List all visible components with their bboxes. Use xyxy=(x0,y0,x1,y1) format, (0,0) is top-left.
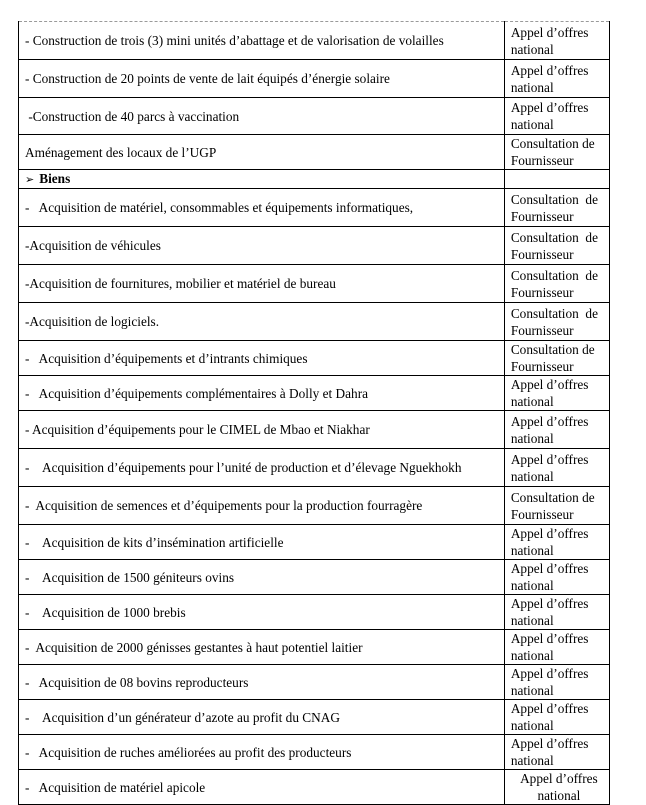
method-line-2: Fournisseur xyxy=(510,208,574,224)
method-line-1: Consultation de xyxy=(510,489,595,505)
method-line-2: Fournisseur xyxy=(510,506,574,522)
row-description-text: - Acquisition de kits d’insémination artificielle xyxy=(25,534,284,550)
row-description xyxy=(19,735,505,770)
method-line-1: Appel d’offres xyxy=(510,561,589,576)
procurement-table xyxy=(18,21,610,805)
row-description: -Acquisition de logiciels. xyxy=(19,303,505,341)
table-row xyxy=(19,665,610,700)
row-description: -Acquisition de fournitures, mobilier et matériel de bureau xyxy=(19,265,505,303)
row-description-text: - Acquisition de matériel apicole xyxy=(25,779,206,795)
method-line-1: Appel d’offres xyxy=(510,596,589,611)
table-row xyxy=(19,700,610,735)
table-row xyxy=(19,735,610,770)
row-description xyxy=(19,341,505,376)
table-row xyxy=(19,770,610,805)
row-method xyxy=(504,227,609,265)
table-row xyxy=(19,60,610,98)
row-description-text: - Acquisition de ruches améliorées au profit des producteurs xyxy=(25,744,352,760)
table-row xyxy=(19,595,610,630)
row-description-text: - Acquisition de matériel, consommables et équipements informatiques, xyxy=(25,200,414,215)
method-line-2: national xyxy=(510,117,554,132)
row-method xyxy=(504,770,609,805)
method-line-2: national xyxy=(510,394,554,409)
method-line-2: national xyxy=(510,613,554,628)
row-description-text: - Acquisition d’équipements pour l’unité de production et d’élevage Nguekhokh xyxy=(25,460,462,475)
row-description xyxy=(19,376,505,411)
method-line-1: Appel d’offres xyxy=(510,451,589,467)
table-row xyxy=(19,227,610,265)
section-row xyxy=(19,170,610,189)
table-row xyxy=(19,22,610,60)
table-row xyxy=(19,630,610,665)
method-line-2: Fournisseur xyxy=(510,359,574,374)
row-description-text: - Acquisition de 2000 génisses gestantes à haut potentiel laitier xyxy=(25,639,363,655)
row-description: - Construction de 20 points de vente de lait équipés d’énergie solaire xyxy=(19,60,505,98)
row-method xyxy=(504,189,609,227)
row-method xyxy=(504,735,609,770)
method-line-1: Appel d’offres xyxy=(510,377,589,392)
row-description-text: - Acquisition d’un générateur d’azote au profit du CNAG xyxy=(25,709,340,725)
table-row xyxy=(19,98,610,135)
method-line-2: national xyxy=(510,578,554,593)
table-row xyxy=(19,341,610,376)
method-line-1: Appel d’offres xyxy=(510,24,589,40)
row-method xyxy=(504,525,609,560)
method-line-1: Consultation de xyxy=(510,191,598,207)
method-line-2: national xyxy=(510,430,554,446)
method-line-2: national xyxy=(510,648,554,663)
table-row xyxy=(19,487,610,525)
table-row xyxy=(19,449,610,487)
method-line-2: national xyxy=(510,543,554,558)
row-method xyxy=(504,341,609,376)
row-method xyxy=(504,665,609,700)
method-line-2: national xyxy=(510,79,554,95)
row-description xyxy=(19,595,505,630)
method-line-2: national xyxy=(510,468,554,484)
row-description xyxy=(19,525,505,560)
method-line-2: national xyxy=(510,683,554,698)
method-line-2: national xyxy=(510,753,554,768)
row-description xyxy=(19,189,505,227)
method-line-2: Fournisseur xyxy=(510,153,574,168)
row-description-text: - Acquisition d’équipements et d’intrants chimiques xyxy=(25,350,308,366)
row-method xyxy=(504,60,609,98)
arrow-bullet-icon: ➢ xyxy=(25,173,35,186)
table-row xyxy=(19,560,610,595)
method-line-1: Appel d’offres xyxy=(510,631,589,646)
table-row xyxy=(19,135,610,170)
row-method-empty xyxy=(504,170,609,189)
row-description-text: - Acquisition de 1000 brebis xyxy=(25,604,186,620)
row-description xyxy=(19,560,505,595)
method-line-1: Appel d’offres xyxy=(510,100,589,115)
row-description-text: -Construction de 40 parcs à vaccination xyxy=(25,108,240,124)
row-description-text: - Acquisition d’équipements pour le CIMEL de Mbao et Niakhar xyxy=(25,422,370,437)
row-description: Aménagement des locaux de l’UGP xyxy=(19,135,505,170)
table-row xyxy=(19,303,610,341)
row-method xyxy=(504,449,609,487)
row-method xyxy=(504,595,609,630)
method-line-1: Appel d’offres xyxy=(520,771,598,786)
method-line-1: Consultation de xyxy=(510,305,598,321)
row-description-text: - Acquisition de semences et d’équipements pour la production fourragère xyxy=(25,498,423,513)
row-description xyxy=(19,630,505,665)
section-cell xyxy=(19,170,505,189)
method-line-2: Fournisseur xyxy=(510,322,574,338)
method-line-1: Appel d’offres xyxy=(510,666,589,681)
row-method xyxy=(504,265,609,303)
section-label: Biens xyxy=(39,171,71,186)
table-row xyxy=(19,265,610,303)
row-description-text: - Acquisition de 1500 géniteurs ovins xyxy=(25,569,235,585)
method-line-1: Consultation de xyxy=(510,136,595,151)
row-description xyxy=(19,98,505,135)
row-description xyxy=(19,665,505,700)
row-method xyxy=(504,700,609,735)
method-line-2: Fournisseur xyxy=(510,284,574,300)
row-description-text: - Acquisition de 08 bovins reproducteurs xyxy=(25,674,249,690)
method-line-1: Consultation de xyxy=(510,267,598,283)
row-method xyxy=(504,487,609,525)
method-line-1: Consultation de xyxy=(510,229,598,245)
row-description xyxy=(19,700,505,735)
row-description xyxy=(19,770,505,805)
method-line-1: Appel d’offres xyxy=(510,736,589,751)
row-method xyxy=(504,630,609,665)
table-row xyxy=(19,525,610,560)
row-method xyxy=(504,376,609,411)
row-description-text: - Acquisition d’équipements complémentaires à Dolly et Dahra xyxy=(25,385,369,401)
method-line-1: Consultation de xyxy=(510,342,595,357)
method-line-1: Appel d’offres xyxy=(510,62,589,78)
row-description xyxy=(19,449,505,487)
table-row xyxy=(19,376,610,411)
method-line-1: Appel d’offres xyxy=(510,526,589,541)
method-line-2: national xyxy=(537,788,581,803)
table-row xyxy=(19,411,610,449)
method-line-1: Appel d’offres xyxy=(510,413,589,429)
method-line-2: national xyxy=(510,718,554,733)
row-description xyxy=(19,487,505,525)
row-method xyxy=(504,135,609,170)
row-description xyxy=(19,411,505,449)
method-line-2: Fournisseur xyxy=(510,246,574,262)
table-row xyxy=(19,189,610,227)
row-description: -Acquisition de véhicules xyxy=(19,227,505,265)
row-method xyxy=(504,22,609,60)
row-method xyxy=(504,411,609,449)
row-method xyxy=(504,560,609,595)
method-line-2: national xyxy=(510,41,554,57)
method-line-1: Appel d’offres xyxy=(510,701,589,716)
row-description: - Construction de trois (3) mini unités d’abattage et de valorisation de volailles xyxy=(19,22,505,60)
row-method xyxy=(504,98,609,135)
row-method xyxy=(504,303,609,341)
